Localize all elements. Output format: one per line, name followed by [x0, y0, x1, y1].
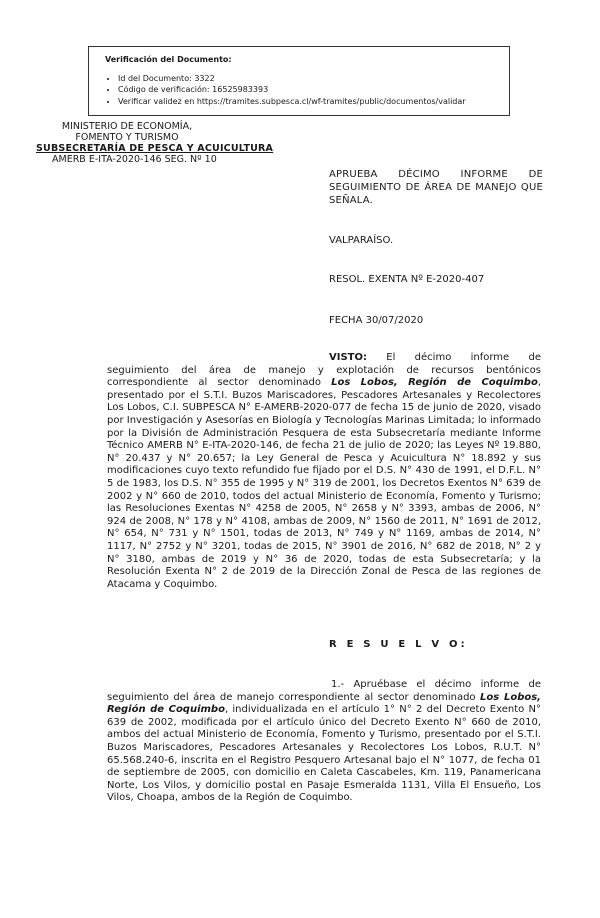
visto-text-2: , presentado por el S.T.I. Buzos Mariscadores, Pescadores Artesanales y Recolectores Los Lobos, C.I. SUBPESCA N° E-AMERB-2020-077 de fecha 15 de junio de 2020, visado por Investigación y Asesorías en Biología y Tecnologías Marinas Limitada; lo informado por la División de Administración Pesquera de esta Subsecretaría mediante Informe Técnico AMERB N° E-ITA-2020-146, de fecha 21 de julio de 2020; las Leyes Nº 19.880, N° 20.437 y N° 20.657; la Ley General de Pesca y Acuicultura N° 18.892 y sus modificaciones cuyo texto refundido fue fijado por el D.S. N° 430 de 1991, el D.F.L. N° 5 de 1983, los D.S. N° 355 de 1995 y N° 319 de 2001, los Decretos Exentos N° 639 de 2002 y N° 660 de 2010, todos del actual Ministerio de Economía, Fomento y Turismo; las Resoluciones Exentas N° 4258 de 2005, N° 2658 y N° 3393, ambas de 2006, N° 924 de 2008, N° 178 y N° 4108, ambas de 2009, N° 1560 de 2011, N° 1691 de 2012, N° 654, N° 731 y N° 1501, todas de 2013, N° 749 y N° 1169, ambas de 2014, N° 1117, N° 2752 y N° 3201, todas de 2015, N° 3901 de 2016, N° 682 de 2018, N° 2 y N° 3180, ambas de 2019 y N° 36 de 2020, todas de esta Subsecretaría; y la Resolución Exenta N° 2 de 2019 de la Dirección Zonal de Pesca de las regiones de Atacama y Coquimbo.: [107, 377, 541, 590]
verification-code: • Código de verificación: 16525983393: [118, 84, 509, 96]
visto-paragraph: [107, 352, 541, 591]
verification-title: Verificación del Documento:: [105, 55, 232, 64]
resuelvo-heading: R E S U E L V O:: [329, 639, 468, 650]
visto-label: VISTO:: [329, 352, 367, 363]
visto-sector: Los Lobos, Región de Coquimbo: [331, 377, 538, 389]
resolution-subject: APRUEBA DÉCIMO INFORME DE SEGUIMIENTO DE ÁREA DE MANEJO QUE SEÑALA.: [329, 169, 543, 206]
article-1-text: , individualizada en el artículo 1° N° 2 del Decreto Exento N° 639 de 2002, modificada por el artículo único del Decreto Exento N° 660 de 2010, ambos del actual Ministerio de Economía, Fomento y Turismo, presentado por el S.T.I. Buzos Mariscadores, Pescadores Artesanales y Recolectores Los Lobos, R.U.T. N° 65.568.240-6, inscrita en el Registro Pesquero Artesanal bajo el N° 1077, de fecha 01 de septiembre de 2005, con domicilio en Caleta Cascabeles, Km. 119, Panamericana Norte, Los Vilos, y domicilio postal en Pasaje Esmeralda 1131, Villa El Ensueño, Los Vilos, Choapa, ambos de la Región de Coquimbo.: [107, 704, 541, 804]
verification-list: [105, 73, 509, 108]
ministry-name-2: FOMENTO Y TURISMO: [75, 132, 179, 143]
resolution-number: RESOL. EXENTA Nº E-2020-407: [329, 274, 485, 285]
verification-url[interactable]: • Verificar validez en https://tramites.subpesca.cl/wf-tramites/public/documentos/validar: [118, 96, 509, 108]
subsecretaria-name: SUBSECRETARÍA DE PESCA Y ACUICULTURA: [36, 143, 274, 154]
reference-code: AMERB E-ITA-2020-146 SEG. Nº 10: [52, 154, 217, 165]
place: VALPARAÍSO.: [329, 235, 394, 246]
ministry-name: MINISTERIO DE ECONOMÍA,: [61, 121, 193, 132]
verification-box: [88, 46, 510, 116]
article-1-lead: 1.- Apruébase el décimo informe de seguimiento del área de manejo correspondiente al sector denominado: [107, 679, 541, 703]
ministry-header: [36, 121, 282, 165]
visto-text-1: El décimo informe de seguimiento del área de manejo y explotación de recursos bentónicos correspondiente al sector denominado: [107, 352, 541, 389]
verification-doc-id: • Id del Documento: 3322: [118, 73, 509, 85]
article-1: [107, 679, 541, 805]
article-1-sector: Los Lobos, Región de Coquimbo: [107, 691, 541, 716]
resolution-date: FECHA 30/07/2020: [329, 315, 424, 326]
